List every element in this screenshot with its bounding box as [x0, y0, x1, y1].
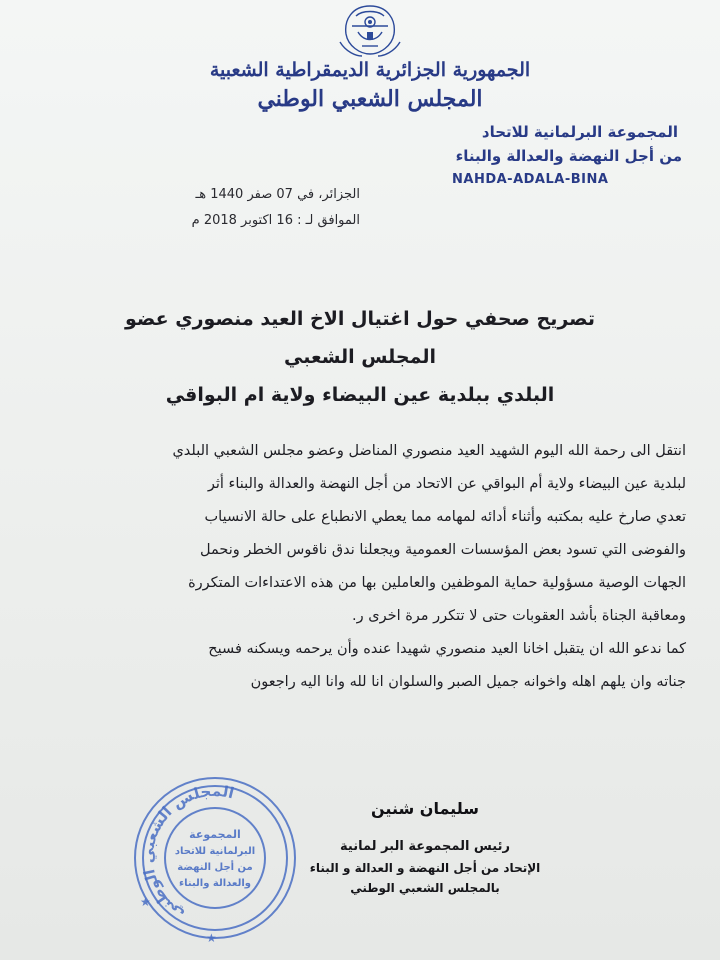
- signature-block: [300, 794, 550, 898]
- stamp-center-line: المجموعة: [189, 828, 241, 841]
- stamp-center-line: البرلمانية للاتحاد: [174, 846, 256, 857]
- statement-title: [90, 300, 630, 414]
- parliamentary-group: [442, 120, 682, 192]
- statement-body: [34, 435, 686, 699]
- state-emblem-icon: [332, 2, 408, 58]
- body-line: والفوضى التي تسود بعض المؤسسات العمومية ويجعلنا ندق ناقوس الخطر ونحمل: [199, 542, 686, 558]
- stamp-star-icon: ★: [140, 895, 151, 909]
- body-line: تعدي صارخ عليه بمكتبه وأثناء أدائه لمهامه مما يعطي الانطباع على حالة الانسياب: [204, 509, 686, 525]
- signatory-title-2: الإتحاد من أجل النهضة و العدالة و البناء: [309, 861, 541, 875]
- body-line: كما ندعو الله ان يتقبل اخانا العيد منصوري شهيدا عنده وأن يرحمه ويسكنه فسيح: [208, 641, 686, 657]
- official-stamp: [120, 770, 310, 950]
- date-hijri: الجزائر، في 07 صفر 1440 هـ: [195, 187, 360, 202]
- group-latin-name: NAHDA-ADALA-BINA: [452, 172, 609, 187]
- body-line: جناته وان يلهم اهله واخوانه جميل الصبر والسلوان انا لله وانا اليه راجعون: [250, 674, 686, 690]
- republic-name: الجمهورية الجزائرية الديمقراطية الشعبية: [209, 59, 531, 81]
- stamp-star-icon: ★: [206, 931, 217, 945]
- body-line: لبلدية عين البيضاء ولاية أم البواقي عن الاتحاد من أجل النهضة والعدالة والبناء أثر: [207, 476, 686, 492]
- stamp-center-line: من أجل النهضة: [177, 862, 253, 873]
- title-line-2: البلدي ببلدية عين البيضاء ولاية ام البواقي: [165, 384, 555, 406]
- group-line-1: المجموعة البرلمانية للاتحاد: [481, 123, 678, 141]
- stamp-center-line: والعدالة والبناء: [179, 878, 251, 889]
- date-gregorian: الموافق لـ : 16 اكتوبر 2018 م: [191, 213, 360, 228]
- stamp-ring-text: المجلس الشعبي الوطني: [138, 781, 236, 925]
- body-line: الجهات الوصية مسؤولية حماية الموظفين والعاملين بها من هذه الاعتداءات المتكررة: [188, 575, 686, 591]
- signatory-title-1: رئيس المجموعة البر لمانية: [340, 839, 510, 854]
- group-line-2: من أجل النهضة والعدالة والبناء: [455, 147, 682, 165]
- body-line: انتقل الى رحمة الله اليوم الشهيد العيد منصوري المناضل وعضو مجلس الشعبي البلدي: [172, 443, 686, 459]
- title-line-1: تصريح صحفي حول اغتيال الاخ العيد منصوري عضو المجلس الشعبي: [124, 308, 596, 368]
- signatory-title-3: بالمجلس الشعبي الوطني: [350, 881, 500, 895]
- date-block: [100, 182, 360, 234]
- body-line: ومعاقبة الجناة بأشد العقوبات حتى لا تتكرر مرة اخرى ر.: [352, 608, 686, 624]
- assembly-name: المجلس الشعبي الوطني: [257, 86, 483, 112]
- letterhead: [180, 56, 560, 114]
- signatory-name: سليمان شنين: [371, 799, 479, 818]
